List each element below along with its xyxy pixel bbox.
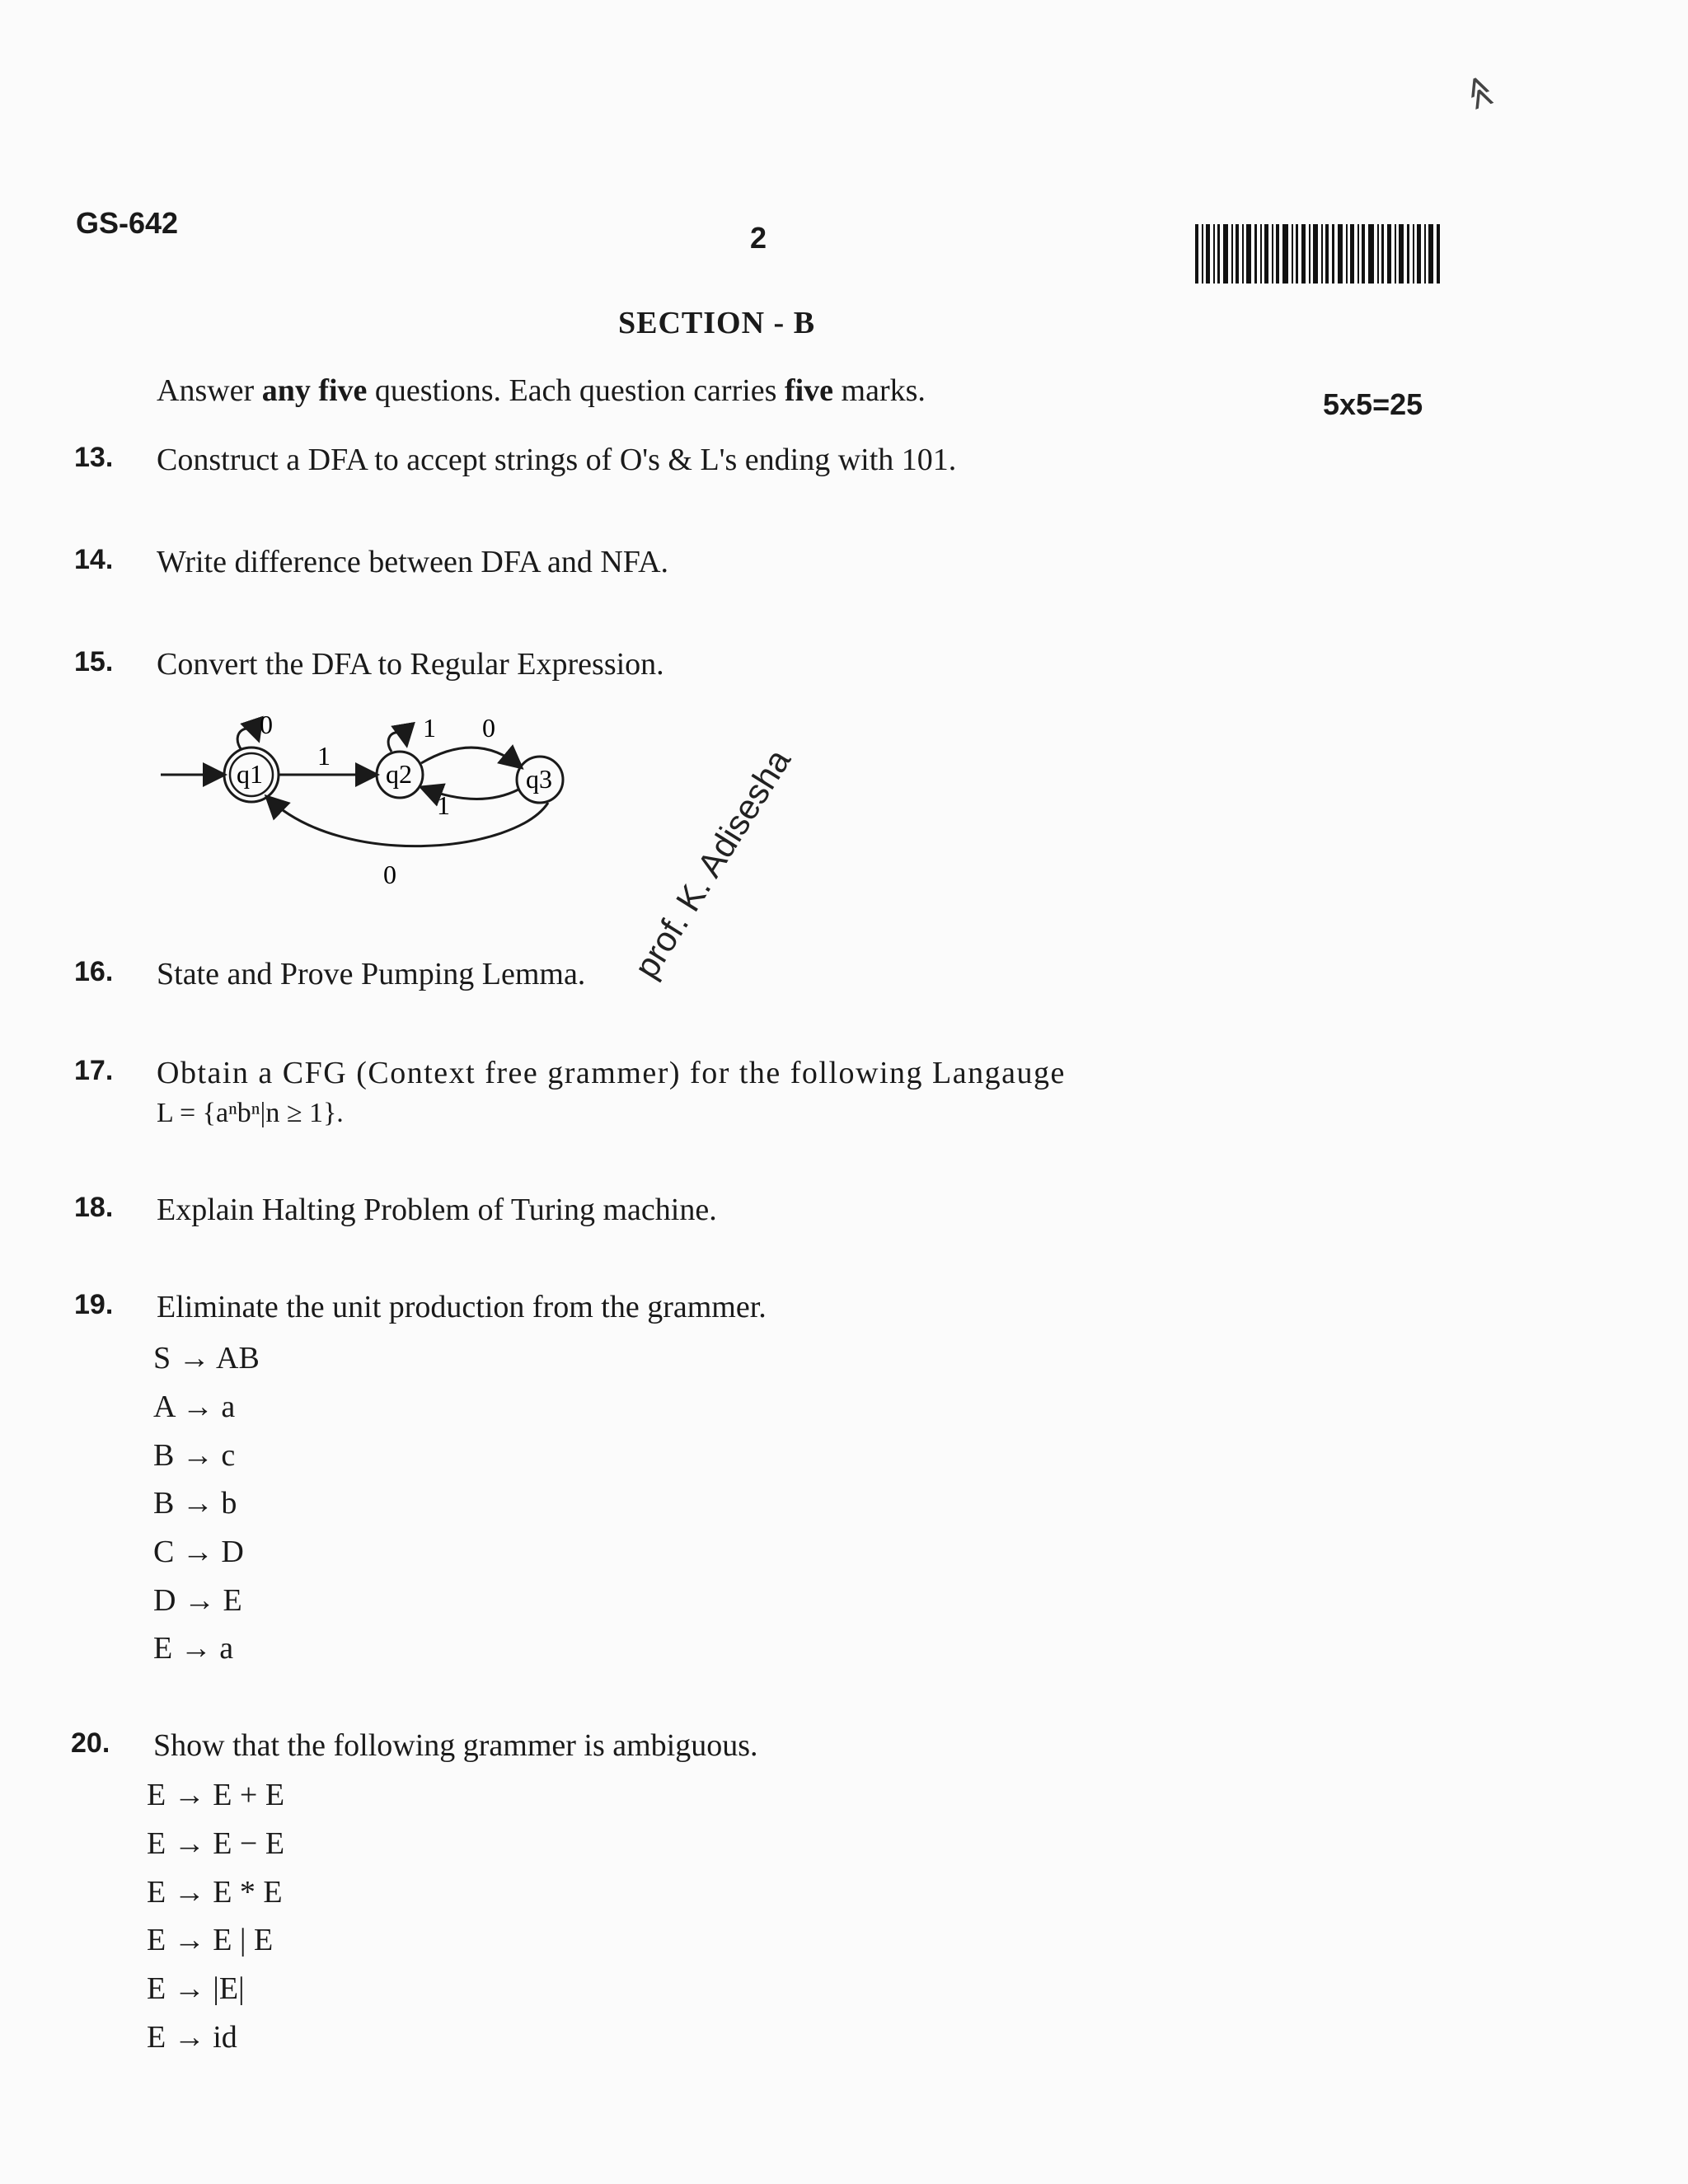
label-loop-q1: 0: [260, 710, 273, 739]
page-number: 2: [750, 221, 767, 255]
question-number: 17.: [74, 1055, 114, 1086]
question-text: Obtain a CFG (Context free grammer) for the following Langauge: [157, 1056, 1066, 1090]
state-label-q3: q3: [526, 764, 552, 794]
edge-q2-q3: [421, 748, 520, 766]
production-rule: C → D: [153, 1535, 244, 1569]
question-text: Show that the following grammer is ambiguous.: [153, 1728, 758, 1763]
production-rule: E → E | E: [147, 1923, 274, 1957]
label-q2-q3: 0: [482, 713, 495, 743]
production-rule: D → E: [153, 1583, 242, 1618]
production-rule: B → b: [153, 1486, 237, 1521]
watermark-text: prof. K. Adisesha: [626, 742, 799, 985]
dfa-diagram: [152, 709, 581, 898]
barcode-image: [1195, 224, 1442, 284]
loop-q2: [388, 733, 406, 752]
instructions: Answer any five questions. Each question carries five marks.: [157, 373, 926, 408]
production-rule: E → |E|: [147, 1971, 245, 2006]
marks-total: 5x5=25: [1323, 387, 1423, 421]
question-text: State and Prove Pumping Lemma.: [157, 957, 586, 991]
scan-mark: ≪: [1456, 69, 1504, 115]
label-loop-q2: 1: [423, 713, 436, 743]
production-rule: E → E + E: [147, 1778, 285, 1812]
production-rule: E → E * E: [147, 1875, 283, 1910]
state-label-q2: q2: [386, 759, 412, 789]
question-language: L = {aⁿbⁿ|n ≥ 1}.: [157, 1098, 344, 1128]
production-rule: E → id: [147, 2020, 237, 2055]
question-text: Construct a DFA to accept strings of O's & L's ending with 101.: [157, 443, 957, 477]
question-20: [71, 1727, 1472, 2074]
question-number: 19.: [74, 1289, 114, 1320]
production-rule: A → a: [153, 1390, 236, 1424]
label-q3-q2: 1: [437, 790, 450, 820]
question-text: Convert the DFA to Regular Expression.: [157, 647, 664, 682]
question-number: 18.: [74, 1192, 114, 1223]
label-q1-q2: 1: [317, 741, 331, 771]
question-number: 20.: [71, 1727, 110, 1759]
production-rule: E → a: [153, 1631, 234, 1666]
paper-code: GS-642: [76, 206, 179, 240]
question-19: [74, 1289, 1475, 1676]
label-q3-q1: 0: [383, 860, 396, 889]
production-rule: S → AB: [153, 1341, 260, 1376]
section-title: SECTION - B: [618, 306, 816, 340]
question-number: 14.: [74, 544, 114, 575]
edge-q3-q1: [268, 798, 548, 846]
question-text: Explain Halting Problem of Turing machine.: [157, 1193, 717, 1227]
production-rule: B → c: [153, 1438, 236, 1473]
question-number: 16.: [74, 956, 114, 987]
state-q2: [377, 752, 423, 798]
state-label-q1: q1: [237, 759, 263, 789]
state-q3: [517, 757, 563, 803]
question-number: 13.: [74, 442, 114, 473]
question-text: Eliminate the unit production from the grammer.: [157, 1290, 767, 1324]
state-q1: [224, 748, 279, 802]
question-text: Write difference between DFA and NFA.: [157, 545, 669, 579]
production-rule: E → E − E: [147, 1826, 285, 1861]
question-number: 15.: [74, 646, 114, 677]
